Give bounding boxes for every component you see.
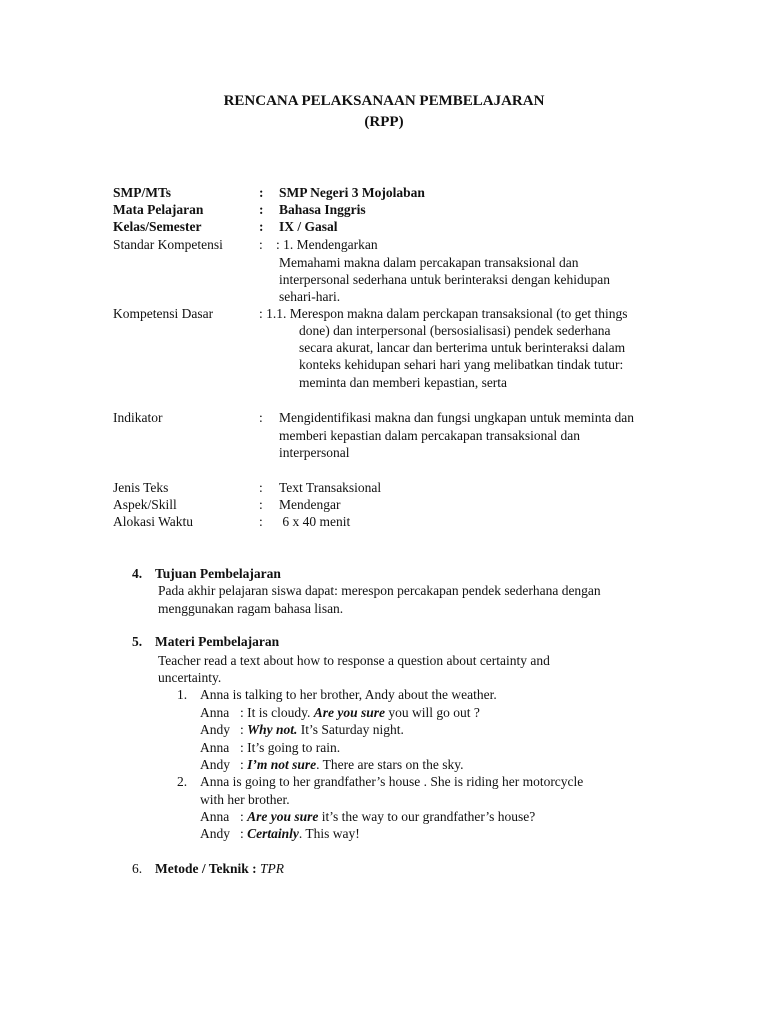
standar-head: : 1. Mendengarkan [276,237,378,252]
colon: : [259,480,263,495]
standar-line: interpersonal sederhana untuk berinteraksi dengan kehidupan [279,272,611,287]
section-5-intro: uncertainty. [158,670,222,685]
standar-line: Memahami makna dalam percakapan transaksional dan [279,255,579,270]
value-alokasi: 6 x 40 menit [279,514,351,529]
section-5-number: 5. [132,634,143,649]
dialog-speaker: Andy [200,826,230,841]
dialog-speaker: Anna [200,809,230,824]
indikator-line: Mengidentifikasi makna dan fungsi ungkapan untuk meminta dan [279,410,635,425]
value-class: IX / Gasal [279,219,338,234]
colon: : [259,410,263,425]
indikator-line: interpersonal [279,445,350,460]
kompetensi-head: : 1.1. Merespon makna dalam perckapan transaksional (to get things [259,306,628,321]
document-subtitle: (RPP) [364,114,404,130]
kompetensi-line: secara akurat, lancar dan berterima untuk berinteraksi dalam [299,340,626,355]
kompetensi-line: meminta dan memberi kepastian, serta [299,375,508,390]
section-5-heading: Materi Pembelajaran [155,634,280,649]
section-4-line: menggunakan ragam bahasa lisan. [158,601,344,616]
section-4-line: Pada akhir pelajaran siswa dapat: merespon percakapan pendek sederhana dengan [158,583,601,598]
dialog-line: : Are you sure it’s the way to our grandfather’s house? [240,809,536,824]
colon: : [259,514,263,529]
value-school: SMP Negeri 3 Mojolaban [279,185,425,200]
item-2-number: 2. [177,774,188,789]
value-aspek: Mendengar [279,497,341,512]
colon: : [259,185,264,200]
item-2-text: with her brother. [200,792,290,807]
label-subject: Mata Pelajaran [113,202,204,217]
dialog-speaker: Anna [200,740,230,755]
indikator-line: memberi kepastian dalam percakapan transaksional dan [279,428,581,443]
colon: : [259,497,263,512]
section-5-intro: Teacher read a text about how to response a question about certainty and [158,653,550,668]
label-class: Kelas/Semester [113,219,202,234]
kompetensi-line: konteks kehidupan sehari hari yang melibatkan tindak tutur: [299,357,624,372]
section-6-line: Metode / Teknik : TPR [155,861,285,876]
label-kompetensi: Kompetensi Dasar [113,306,214,321]
standar-line: sehari-hari. [279,289,341,304]
colon: : [259,202,264,217]
dialog-line: : I’m not sure. There are stars on the sky. [240,757,464,772]
label-standar: Standar Kompetensi [113,237,223,252]
dialog-line: : Why not. It’s Saturday night. [240,722,404,737]
dialog-line: : It is cloudy. Are you sure you will go out ? [240,705,480,720]
section-6-number: 6. [132,861,143,876]
section-4-heading: Tujuan Pembelajaran [155,566,281,581]
label-indikator: Indikator [113,410,163,425]
label-school: SMP/MTs [113,185,172,200]
dialog-speaker: Andy [200,757,230,772]
value-subject: Bahasa Inggris [279,202,366,217]
item-1-text: Anna is talking to her brother, Andy about the weather. [200,687,497,702]
colon: : [259,237,263,252]
section-4-number: 4. [132,566,143,581]
label-aspek: Aspek/Skill [113,497,177,512]
label-alokasi: Alokasi Waktu [113,514,194,529]
dialog-speaker: Andy [200,722,230,737]
document-title: RENCANA PELAKSANAAN PEMBELAJARAN [223,93,545,109]
colon: : [259,219,264,234]
item-1-number: 1. [177,687,188,702]
dialog-line: : It’s going to rain. [240,740,341,755]
dialog-line: : Certainly. This way! [240,826,360,841]
label-jenis-teks: Jenis Teks [113,480,169,495]
dialog-speaker: Anna [200,705,230,720]
kompetensi-line: done) dan interpersonal (bersosialisasi) pendek sederhana [299,323,611,338]
value-jenis-teks: Text Transaksional [279,480,382,495]
item-2-text: Anna is going to her grandfather’s house . She is riding her motorcycle [200,774,584,789]
